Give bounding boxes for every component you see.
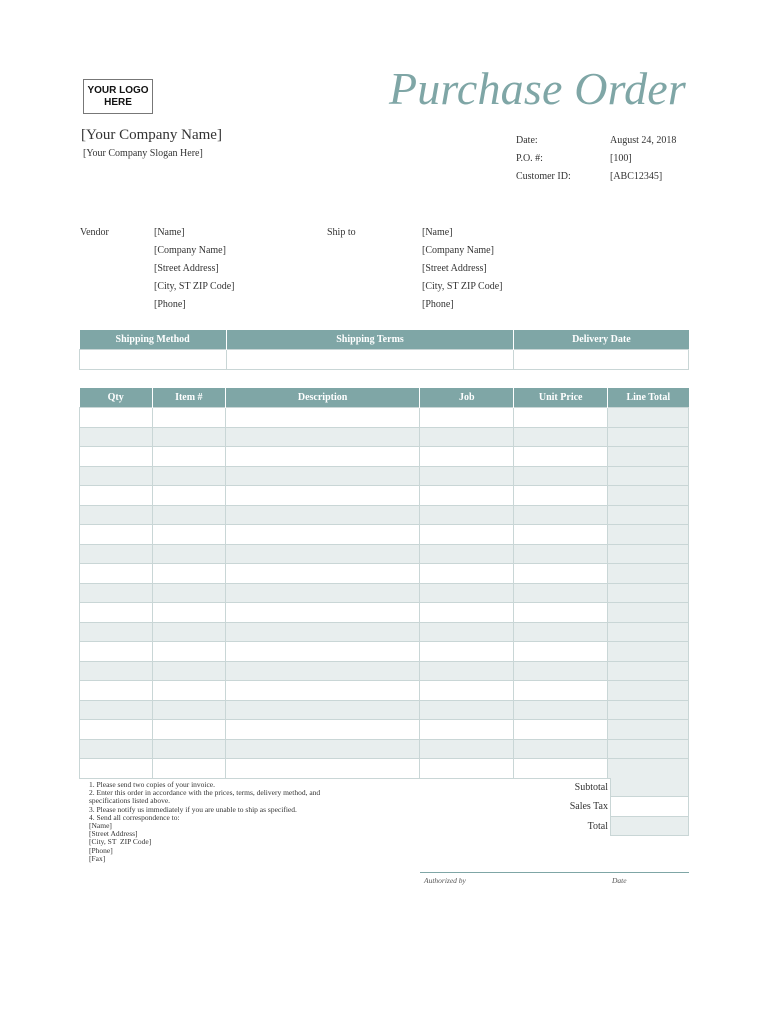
item-row xyxy=(80,622,689,642)
unit-price-cell[interactable] xyxy=(514,544,608,564)
qty-cell[interactable] xyxy=(80,525,153,545)
qty-cell[interactable] xyxy=(80,759,153,779)
item-row xyxy=(80,603,689,623)
header-description: Description xyxy=(225,388,420,408)
header-delivery-date: Delivery Date xyxy=(514,330,689,350)
item-number-cell[interactable] xyxy=(152,466,225,486)
meta-value-po[interactable]: [100] xyxy=(610,153,632,164)
unit-price-cell[interactable] xyxy=(514,583,608,603)
job-cell[interactable] xyxy=(420,447,514,467)
header-qty: Qty xyxy=(80,388,153,408)
line-total-cell xyxy=(608,447,689,467)
item-number-cell[interactable] xyxy=(152,427,225,447)
unit-price-cell[interactable] xyxy=(514,408,608,428)
vendor-line[interactable]: [Name] xyxy=(154,227,185,238)
job-cell[interactable] xyxy=(420,505,514,525)
line-total-cell xyxy=(608,700,689,720)
description-cell[interactable] xyxy=(225,486,420,506)
job-cell[interactable] xyxy=(420,466,514,486)
line-total-cell xyxy=(608,408,689,428)
job-cell[interactable] xyxy=(420,642,514,662)
header-shipping-terms: Shipping Terms xyxy=(226,330,513,350)
description-cell[interactable] xyxy=(225,427,420,447)
ship-to-label: Ship to xyxy=(327,227,356,238)
items-body xyxy=(80,408,689,779)
item-row xyxy=(80,739,689,759)
header-line-total: Line Total xyxy=(608,388,689,408)
item-row xyxy=(80,466,689,486)
items-table xyxy=(79,388,689,779)
qty-cell[interactable] xyxy=(80,408,153,428)
description-cell[interactable] xyxy=(225,661,420,681)
line-total-cell xyxy=(608,427,689,447)
line-total-cell xyxy=(608,486,689,506)
vendor-label: Vendor xyxy=(80,227,109,238)
qty-cell[interactable] xyxy=(80,427,153,447)
ship-to-line[interactable]: [Name] xyxy=(422,227,453,238)
job-cell[interactable] xyxy=(420,486,514,506)
job-cell[interactable] xyxy=(420,564,514,584)
unit-price-cell[interactable] xyxy=(514,661,608,681)
job-cell[interactable] xyxy=(420,720,514,740)
items-header-row xyxy=(80,388,689,408)
item-number-cell[interactable] xyxy=(152,544,225,564)
total-row xyxy=(520,817,689,836)
logo-text-line1: YOUR LOGO xyxy=(87,84,149,96)
item-number-cell[interactable] xyxy=(152,622,225,642)
line-total-cell xyxy=(608,739,689,759)
job-cell[interactable] xyxy=(420,427,514,447)
meta-value-date[interactable]: August 24, 2018 xyxy=(610,135,677,146)
job-cell[interactable] xyxy=(420,583,514,603)
item-number-cell[interactable] xyxy=(152,486,225,506)
description-cell[interactable] xyxy=(225,642,420,662)
item-row xyxy=(80,544,689,564)
description-cell[interactable] xyxy=(225,583,420,603)
document-title: Purchase Order xyxy=(388,63,686,114)
qty-cell[interactable] xyxy=(80,505,153,525)
meta-label: Date: xyxy=(516,135,538,146)
unit-price-cell[interactable] xyxy=(514,759,608,779)
unit-price-cell[interactable] xyxy=(514,739,608,759)
qty-cell[interactable] xyxy=(80,681,153,701)
unit-price-cell[interactable] xyxy=(514,642,608,662)
item-number-cell[interactable] xyxy=(152,525,225,545)
vendor-line[interactable]: [Company Name] xyxy=(154,245,226,256)
meta-row-date xyxy=(516,132,676,150)
line-total-cell xyxy=(608,720,689,740)
line-total-cell xyxy=(608,661,689,681)
unit-price-cell[interactable] xyxy=(514,681,608,701)
vendor-line[interactable]: [Street Address] xyxy=(154,263,219,274)
qty-cell[interactable] xyxy=(80,486,153,506)
description-cell[interactable] xyxy=(225,525,420,545)
description-cell[interactable] xyxy=(225,564,420,584)
item-row xyxy=(80,447,689,467)
ship-to-line[interactable]: [Street Address] xyxy=(422,263,487,274)
description-cell[interactable] xyxy=(225,700,420,720)
description-cell[interactable] xyxy=(225,447,420,467)
description-cell[interactable] xyxy=(225,739,420,759)
job-cell[interactable] xyxy=(420,603,514,623)
description-cell[interactable] xyxy=(225,544,420,564)
description-cell[interactable] xyxy=(225,720,420,740)
item-number-cell[interactable] xyxy=(152,408,225,428)
item-number-cell[interactable] xyxy=(152,505,225,525)
item-row xyxy=(80,408,689,428)
description-cell[interactable] xyxy=(225,759,420,779)
note-line: 1. Please send two copies of your invoice. xyxy=(89,780,216,789)
item-row xyxy=(80,505,689,525)
ship-to-address xyxy=(422,224,502,314)
meta-row-customer-id xyxy=(516,168,676,186)
sales-tax-label: Sales Tax xyxy=(569,801,608,813)
unit-price-cell[interactable] xyxy=(514,447,608,467)
description-cell[interactable] xyxy=(225,505,420,525)
job-cell[interactable] xyxy=(420,622,514,642)
item-number-cell[interactable] xyxy=(152,720,225,740)
sales-tax-value[interactable] xyxy=(610,797,689,816)
signature-line xyxy=(420,872,689,873)
header-job: Job xyxy=(420,388,514,408)
shipping-input-row xyxy=(80,350,689,370)
subtotal-value xyxy=(610,778,689,797)
sales-tax-row xyxy=(520,797,689,816)
item-row xyxy=(80,486,689,506)
line-total-cell xyxy=(608,544,689,564)
ship-to-line[interactable]: [Company Name] xyxy=(422,245,494,256)
description-cell[interactable] xyxy=(225,466,420,486)
job-cell[interactable] xyxy=(420,661,514,681)
job-cell[interactable] xyxy=(420,700,514,720)
shipping-terms-cell[interactable] xyxy=(226,350,513,370)
qty-cell[interactable] xyxy=(80,583,153,603)
meta-label: Customer ID: xyxy=(516,171,571,182)
subtotal-label: Subtotal xyxy=(574,782,608,793)
item-row xyxy=(80,759,689,779)
shipping-table xyxy=(79,330,689,370)
unit-price-cell[interactable] xyxy=(514,427,608,447)
qty-cell[interactable] xyxy=(80,661,153,681)
total-label: Total xyxy=(587,820,608,832)
description-cell[interactable] xyxy=(225,681,420,701)
meta-label: P.O. #: xyxy=(516,153,543,164)
note-line[interactable]: [Phone] xyxy=(89,845,113,855)
delivery-date-cell[interactable] xyxy=(514,350,689,370)
line-total-cell xyxy=(608,622,689,642)
unit-price-cell[interactable] xyxy=(514,622,608,642)
qty-cell[interactable] xyxy=(80,564,153,584)
item-number-cell[interactable] xyxy=(152,583,225,603)
item-number-cell[interactable] xyxy=(152,700,225,720)
job-cell[interactable] xyxy=(420,759,514,779)
item-row xyxy=(80,661,689,681)
note-line[interactable]: [Fax] xyxy=(89,853,106,863)
line-total-cell xyxy=(608,603,689,623)
qty-cell[interactable] xyxy=(80,700,153,720)
note-line[interactable]: [City, ST ZIP Code] xyxy=(89,837,152,847)
ship-to-line[interactable]: [City, ST ZIP Code] xyxy=(422,281,503,292)
order-meta xyxy=(516,132,676,186)
subtotal-row xyxy=(520,778,689,797)
item-number-cell[interactable] xyxy=(152,447,225,467)
header-shipping-method: Shipping Method xyxy=(80,330,227,350)
item-number-cell[interactable] xyxy=(152,759,225,779)
description-cell[interactable] xyxy=(225,408,420,428)
line-total-cell xyxy=(608,466,689,486)
item-row xyxy=(80,642,689,662)
job-cell[interactable] xyxy=(420,739,514,759)
line-total-cell xyxy=(608,505,689,525)
item-row xyxy=(80,583,689,603)
item-number-cell[interactable] xyxy=(152,739,225,759)
header-item-number: Item # xyxy=(152,388,225,408)
line-total-cell xyxy=(608,583,689,603)
unit-price-cell[interactable] xyxy=(514,486,608,506)
item-row xyxy=(80,564,689,584)
vendor-line[interactable]: [City, ST ZIP Code] xyxy=(154,281,235,292)
item-number-cell[interactable] xyxy=(152,661,225,681)
item-number-cell[interactable] xyxy=(152,681,225,701)
qty-cell[interactable] xyxy=(80,720,153,740)
job-cell[interactable] xyxy=(420,408,514,428)
authorized-by-label: Authorized by xyxy=(424,876,466,885)
qty-cell[interactable] xyxy=(80,466,153,486)
qty-cell[interactable] xyxy=(80,739,153,759)
company-logo-placeholder xyxy=(83,79,153,114)
item-row xyxy=(80,720,689,740)
description-cell[interactable] xyxy=(225,622,420,642)
qty-cell[interactable] xyxy=(80,447,153,467)
item-row xyxy=(80,681,689,701)
item-row xyxy=(80,525,689,545)
line-total-cell xyxy=(608,759,689,779)
unit-price-cell[interactable] xyxy=(514,466,608,486)
ship-to-line[interactable]: [Phone] xyxy=(422,299,454,310)
unit-price-cell[interactable] xyxy=(514,700,608,720)
vendor-address xyxy=(154,224,234,314)
shipping-method-cell[interactable] xyxy=(80,350,227,370)
unit-price-cell[interactable] xyxy=(514,603,608,623)
vendor-line[interactable]: [Phone] xyxy=(154,299,186,310)
line-total-cell xyxy=(608,681,689,701)
qty-cell[interactable] xyxy=(80,603,153,623)
note-line[interactable]: [Name] xyxy=(89,821,112,831)
shipping-header-row xyxy=(80,330,689,350)
note-line: 2. Enter this order in accordance with the prices, terms, delivery method, and specifications listed above. xyxy=(89,788,323,806)
meta-row-po xyxy=(516,150,676,168)
unit-price-cell[interactable] xyxy=(514,564,608,584)
unit-price-cell[interactable] xyxy=(514,720,608,740)
order-summary xyxy=(520,778,689,836)
order-notes xyxy=(89,781,359,863)
item-row xyxy=(80,427,689,447)
meta-value-customer-id[interactable]: [ABC12345] xyxy=(610,171,663,182)
company-name[interactable]: [Your Company Name] xyxy=(81,127,222,143)
qty-cell[interactable] xyxy=(80,622,153,642)
line-total-cell xyxy=(608,642,689,662)
item-number-cell[interactable] xyxy=(152,603,225,623)
line-total-cell xyxy=(608,525,689,545)
company-slogan[interactable]: [Your Company Slogan Here] xyxy=(83,148,203,159)
total-value xyxy=(610,817,689,836)
logo-text-line2: HERE xyxy=(104,96,132,108)
note-line: 3. Please notify us immediately if you are unable to ship as specified. xyxy=(89,804,297,814)
qty-cell[interactable] xyxy=(80,642,153,662)
job-cell[interactable] xyxy=(420,525,514,545)
signature-date-label: Date xyxy=(612,876,627,885)
unit-price-cell[interactable] xyxy=(514,505,608,525)
unit-price-cell[interactable] xyxy=(514,525,608,545)
item-number-cell[interactable] xyxy=(152,564,225,584)
qty-cell[interactable] xyxy=(80,544,153,564)
item-row xyxy=(80,700,689,720)
description-cell[interactable] xyxy=(225,603,420,623)
job-cell[interactable] xyxy=(420,544,514,564)
note-line[interactable]: [Street Address] xyxy=(89,829,138,839)
item-number-cell[interactable] xyxy=(152,642,225,662)
line-total-cell xyxy=(608,564,689,584)
job-cell[interactable] xyxy=(420,681,514,701)
note-line: 4. Send all correspondence to: xyxy=(89,812,180,822)
header-unit-price: Unit Price xyxy=(514,388,608,408)
